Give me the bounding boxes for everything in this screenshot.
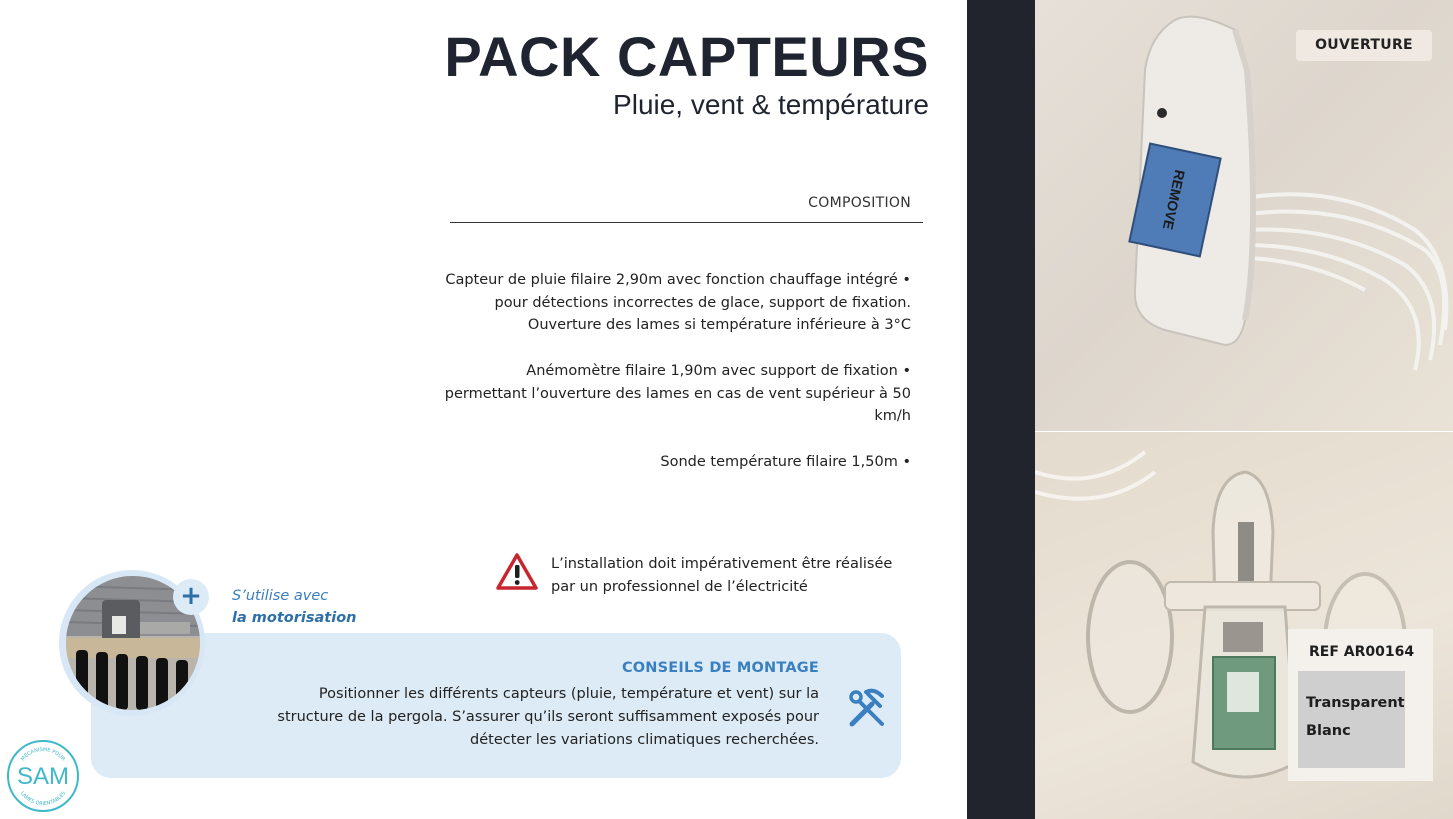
logo-text: SAM <box>16 763 70 790</box>
color-option: Transparent <box>1306 695 1405 711</box>
composition-heading: COMPOSITION <box>808 195 911 211</box>
warning-line: L’installation doit impérativement être réalisée <box>551 556 893 572</box>
rain-sensor-photo <box>1035 0 1453 431</box>
add-motorisation-button[interactable]: + <box>173 579 209 615</box>
mounting-tips-title: CONSEILS DE MONTAGE <box>621 660 819 676</box>
warning-triangle-icon <box>496 553 538 591</box>
sensor-remove-label: REMOVE <box>1159 168 1189 232</box>
composition-item-rain-sensor <box>431 269 911 337</box>
composition-line: permettant l’ouverture des lames en cas de vent supérieur à 50 <box>444 385 911 402</box>
opening-badge: OUVERTURE <box>1296 30 1432 61</box>
mounting-tips-text <box>259 683 819 752</box>
composition-item-anemometer <box>431 360 911 428</box>
tools-icon <box>846 686 888 728</box>
use-with-label: S’utilise avec <box>232 588 329 604</box>
color-options-box <box>1298 671 1405 768</box>
composition-item-temperature-probe <box>431 451 911 474</box>
composition-line: Anémomètre filaire 1,90m avec support de fixation • <box>526 363 911 379</box>
dark-divider-band <box>967 0 1035 819</box>
tips-line: structure de la pergola. S’assurer qu’ils seront suffisamment exposés pour <box>277 709 819 725</box>
warning-text <box>551 553 892 598</box>
motorisation-link[interactable]: la motorisation <box>232 610 357 626</box>
ref-prefix: REF <box>1309 644 1339 660</box>
composition-line: Capteur de pluie filaire 2,90m avec fonction chauffage intégré • <box>445 272 911 288</box>
composition-line: Ouverture des lames si température inférieure à 3°C <box>527 317 911 333</box>
ref-code: AR00164 <box>1343 644 1415 660</box>
warning-line: par un professionnel de l’électricité <box>551 578 808 595</box>
logo-ring-top: MÉCANISME POUR <box>19 746 67 763</box>
tips-line: Positionner les différents capteurs (pluie, température et vent) sur la <box>318 686 819 702</box>
tips-line: détecter les variations climatiques recherchées. <box>470 732 819 748</box>
page-subtitle: Pluie, vent & température <box>613 89 929 120</box>
sam-logo <box>6 739 80 813</box>
composition-line: km/h <box>874 408 911 424</box>
color-option: Blanc <box>1306 723 1351 739</box>
logo-ring-bottom: LAMES ORIENTABLES <box>18 790 68 808</box>
composition-divider <box>450 222 923 223</box>
page-title: PACK CAPTEURS <box>444 25 929 88</box>
composition-line: pour détections incorrectes de glace, support de fixation. <box>494 294 911 311</box>
product-reference <box>1309 644 1414 660</box>
composition-line: Sonde température filaire 1,50m • <box>660 454 911 470</box>
